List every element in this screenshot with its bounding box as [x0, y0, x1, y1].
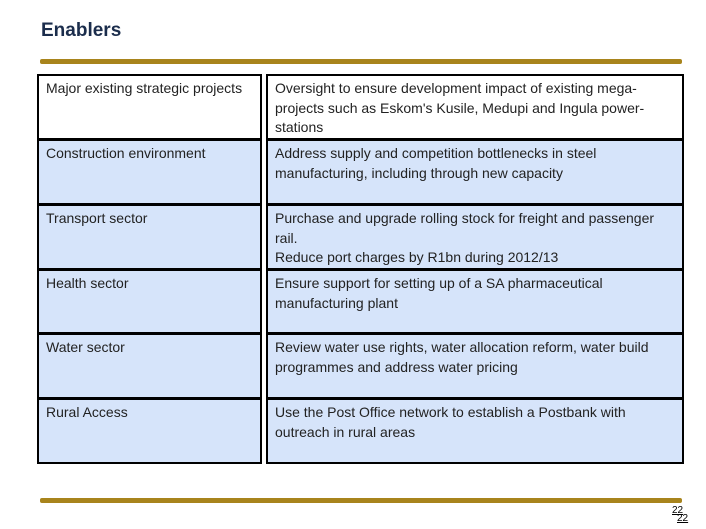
row-label: Rural Access [37, 398, 262, 464]
row-label: Health sector [37, 269, 262, 334]
bottom-divider [40, 498, 682, 503]
page-title: Enablers [41, 20, 122, 41]
row-label: Construction environment [37, 139, 262, 205]
row-text: Ensure support for setting up of a SA pharmaceutical manufacturing plant [266, 269, 684, 334]
top-divider [40, 59, 682, 64]
page-number-shadow: 22 [677, 513, 689, 524]
row-text: Purchase and upgrade rolling stock for freight and passenger rail. Reduce port charges by R1bn during 2012/13 [266, 204, 684, 270]
page-number: 22 [672, 505, 684, 516]
row-text: Use the Post Office network to establish a Postbank with outreach in rural areas [266, 398, 684, 464]
row-label: Transport sector [37, 204, 262, 270]
row-text: Oversight to ensure development impact of existing mega-projects such as Eskom's Kusile, Medupi and Ingula power-stations [266, 74, 684, 140]
row-text: Address supply and competition bottlenecks in steel manufacturing, including through new capacity [266, 139, 684, 205]
row-label: Water sector [37, 333, 262, 399]
row-label: Major existing strategic projects [37, 74, 262, 140]
row-text: Review water use rights, water allocation reform, water build programmes and address water pricing [266, 333, 684, 399]
